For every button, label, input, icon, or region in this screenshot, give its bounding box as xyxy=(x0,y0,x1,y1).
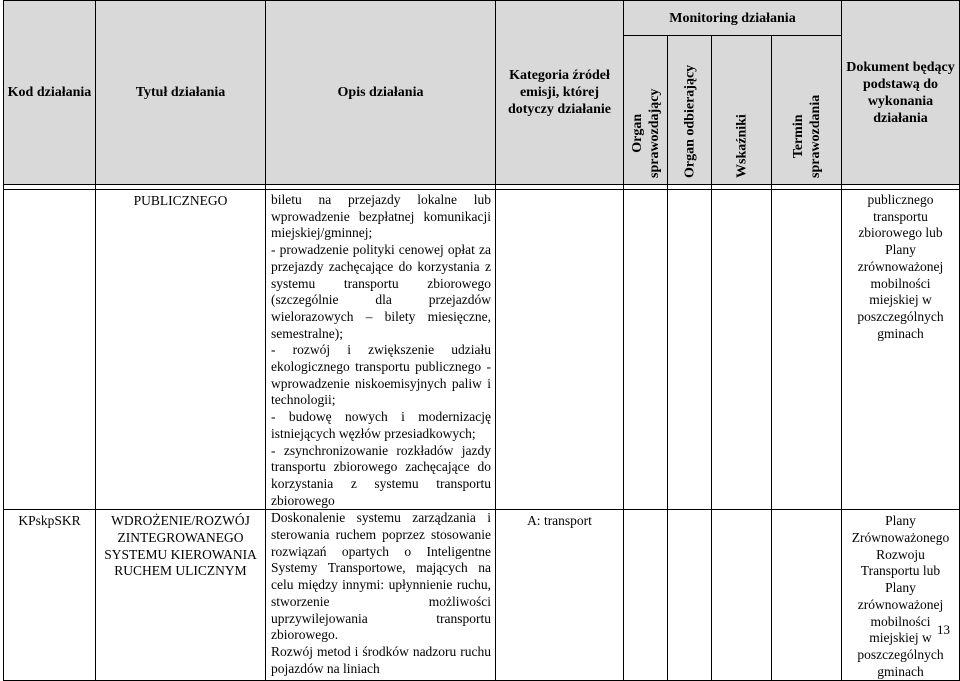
row1-organ-sprawozdajacy xyxy=(624,190,668,510)
row1-opis: biletu na przejazdy lokalne lub wprowadzenie bezpłatnej komunikacji miejskiej/gminnej; - prowadzenie polityki cenowej opłat za przejazdy zachęcające do korzystania z systemu transportu zbiorowego (szczególnie dla przejazdów wielorazowych – bilety miesięczne, semestralne); - rozwój i zwiększenie udziału ekologicznego transportu publicznego - wprowadzenie niskoemisyjnych paliw i technologii; - budowę nowych i modernizację istniejących węzłów przesiadkowych; - zsynchronizowanie rozkładów jazdy transportu zbiorowego zachęcające do korzystania z systemu transportu zbiorowego xyxy=(266,190,496,510)
row2-organ-odbierajacy xyxy=(668,510,712,681)
header-dokument: Dokument będący podstawą do wykonania działania xyxy=(842,1,960,185)
header-tytul: Tytuł działania xyxy=(96,1,266,185)
row1-termin xyxy=(772,190,842,510)
header-kod: Kod działania xyxy=(4,1,96,185)
row2-kategoria: A: transport xyxy=(496,510,624,681)
header-kategoria: Kategoria źródeł emisji, której dotyczy działanie xyxy=(496,1,624,185)
row2-termin xyxy=(772,510,842,681)
row2-organ-sprawozdajacy xyxy=(624,510,668,681)
header-opis: Opis działania xyxy=(266,1,496,185)
row2-opis: Doskonalenie systemu zarządzania i sterowania ruchem poprzez stosowanie rozwiązań opartych o Inteligentne Systemy Transportowe, mających na celu między innymi: upłynnienie ruchu, stworzenie możliwości uprzywilejowania transportu zbiorowego. Rozwój metod i środków nadzoru ruchu pojazdów na liniach xyxy=(266,510,496,681)
row1-kod xyxy=(4,190,96,510)
row2-kod: KPskpSKR xyxy=(4,510,96,681)
row1-organ-odbierajacy xyxy=(668,190,712,510)
row2-dokument: Plany Zrównoważonego Rozwoju Transportu lub Plany zrównoważonej mobilności miejskiej w poszczególnych gminach xyxy=(842,510,960,681)
page-number: 13 xyxy=(937,622,950,637)
action-table xyxy=(3,0,960,681)
row1-wskazniki xyxy=(712,190,772,510)
header-termin: Termin sprawozdania xyxy=(772,36,842,185)
header-wskazniki: Wskaźniki xyxy=(712,36,772,185)
header-organ-sprawozdajacy: Organ sprawozdający xyxy=(624,36,668,185)
header-organ-odbierajacy: Organ odbierający xyxy=(668,36,712,185)
header-monitoring: Monitoring działania xyxy=(624,1,842,36)
row1-kategoria xyxy=(496,190,624,510)
row2-wskazniki xyxy=(712,510,772,681)
row1-dokument: publicznego transportu zbiorowego lub Plany zrównoważonej mobilności miejskiej w poszczególnych gminach xyxy=(842,190,960,510)
row2-tytul: WDROŻENIE/ROZWÓJ ZINTEGROWANEGO SYSTEMU KIEROWANIA RUCHEM ULICZNYM xyxy=(96,510,266,681)
row1-tytul: PUBLICZNEGO xyxy=(96,190,266,510)
